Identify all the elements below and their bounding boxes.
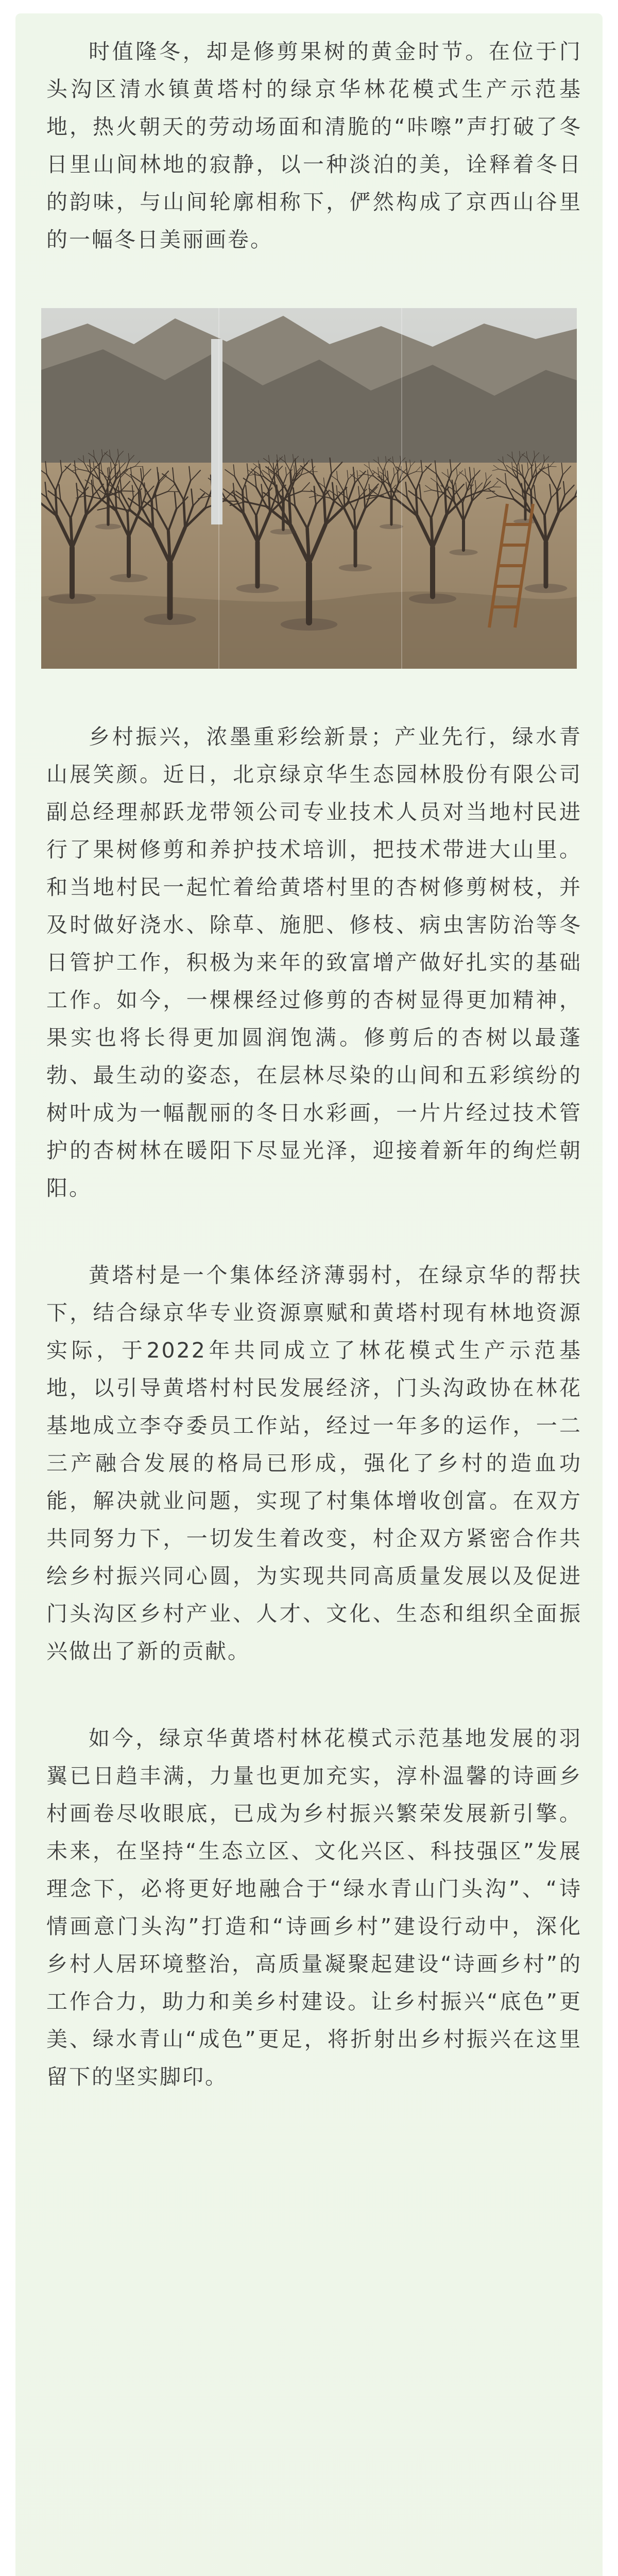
article-paragraph-3: 黄塔村是一个集体经济薄弱村，在绿京华的帮扶下，结合绿京华专业资源禀赋和黄塔村现有林地资源实际，于2022年共同成立了林花模式生产示范基地，以引导黄塔村村民发展经济，门头沟政协在林花基地成立李夺委员工作站，经过一年多的运作，一二三产融合发展的格局已形成，强化了乡村的造血功能，解决就业问题，实现了村集体增收创富。在双方共同努力下，一切发生着改变，村企双方紧密合作共绘乡村振兴同心圆，为实现共同高质量发展以及促进门头沟区乡村产业、人才、文化、生态和组织全面振兴做出了新的贡献。: [46, 1263, 582, 1664]
orchard-photo: [41, 308, 577, 669]
tree-branch: [307, 529, 309, 564]
tree-branch: [482, 491, 495, 492]
tree-branch: [184, 500, 185, 528]
tree-branch: [544, 516, 546, 542]
tree-branch: [84, 490, 85, 515]
tree-branch: [354, 511, 355, 532]
tree-branch: [557, 490, 558, 513]
tree-branch: [168, 531, 170, 564]
tree-branch: [107, 481, 108, 497]
tree-branch: [128, 513, 129, 537]
tree-branch: [431, 518, 433, 548]
article-card: [15, 13, 603, 2576]
photo-pole: [211, 339, 222, 524]
tree-branch: [71, 518, 72, 548]
tree-branch: [282, 486, 283, 502]
article-paragraph-2: 乡村振兴，浓墨重彩绘新景；产业先行，绿水青山展笑颜。近日，北京绿京华生态园林股份有限公司副总经理郝跃龙带领公司专业技术人员对当地村民进行了果树修剪和养护技术培训，把技术带进大山里。和当地村民一起忙着给黄塔村里的杏树修剪树枝，并及时做好浇水、除草、施肥、修枝、病虫害防治等冬日管护工作，积极为来年的致富增产做好扎实的基础工作。如今，一棵棵经过修剪的杏树显得更加精神，果实也将长得更加圆润饱满。修剪后的杏树以最蓬勃、最生动的姿态，在层林尽染的山间和五彩缤纷的树叶成为一幅靓丽的冬日水彩画，一片片经过技术管护的杏树林在暖阳下尽显光泽，迎接着新年的绚烂朝阳。: [46, 724, 582, 1200]
tree-branch: [121, 491, 134, 492]
tree-branch: [531, 466, 532, 479]
tree-branch: [302, 491, 314, 492]
tree-branch: [139, 490, 140, 511]
tree-branch: [445, 490, 446, 515]
tree-branch: [471, 486, 472, 502]
tree-branch: [256, 516, 258, 542]
orchard-photo-drawing: [41, 308, 577, 669]
article-paragraph-1: 时值隆冬，却是修剪果树的黄金时节。在位于门头沟区清水镇黄塔村的绿京华林花模式生产示范基地，热火朝天的劳动场面和清脆的“咔嚓”声打破了冬日里山间林地的寂静，以一种淡泊的美，诠释着冬日的韵味，与山间轮廓相称下，俨然构成了京西山谷里的一幅冬日美丽画卷。: [46, 39, 582, 252]
article-paragraph-4: 如今，绿京华黄塔村林花模式示范基地发展的羽翼已日趋丰满，力量也更加充实，淳朴温馨的诗画乡村画卷尽收眼底，已成为乡村振兴繁荣发展新引擎。未来，在坚持“生态立区、文化兴区、科技强区”发展理念下，必将更好地融合于“绿水青山门头沟”、“诗情画意门头沟”打造和“诗画乡村”建设行动中，深化乡村人居环境整治，高质量凝聚起建设“诗画乡村”的工作合力，助力和美乡村建设。让乡村振兴“底色”更美、绿水青山“成色”更足，将折射出乡村振兴在这里留下的坚实脚印。: [46, 1726, 582, 2089]
tree-branch: [364, 491, 365, 509]
tree-branch: [462, 503, 464, 521]
tree-branch: [324, 494, 325, 524]
